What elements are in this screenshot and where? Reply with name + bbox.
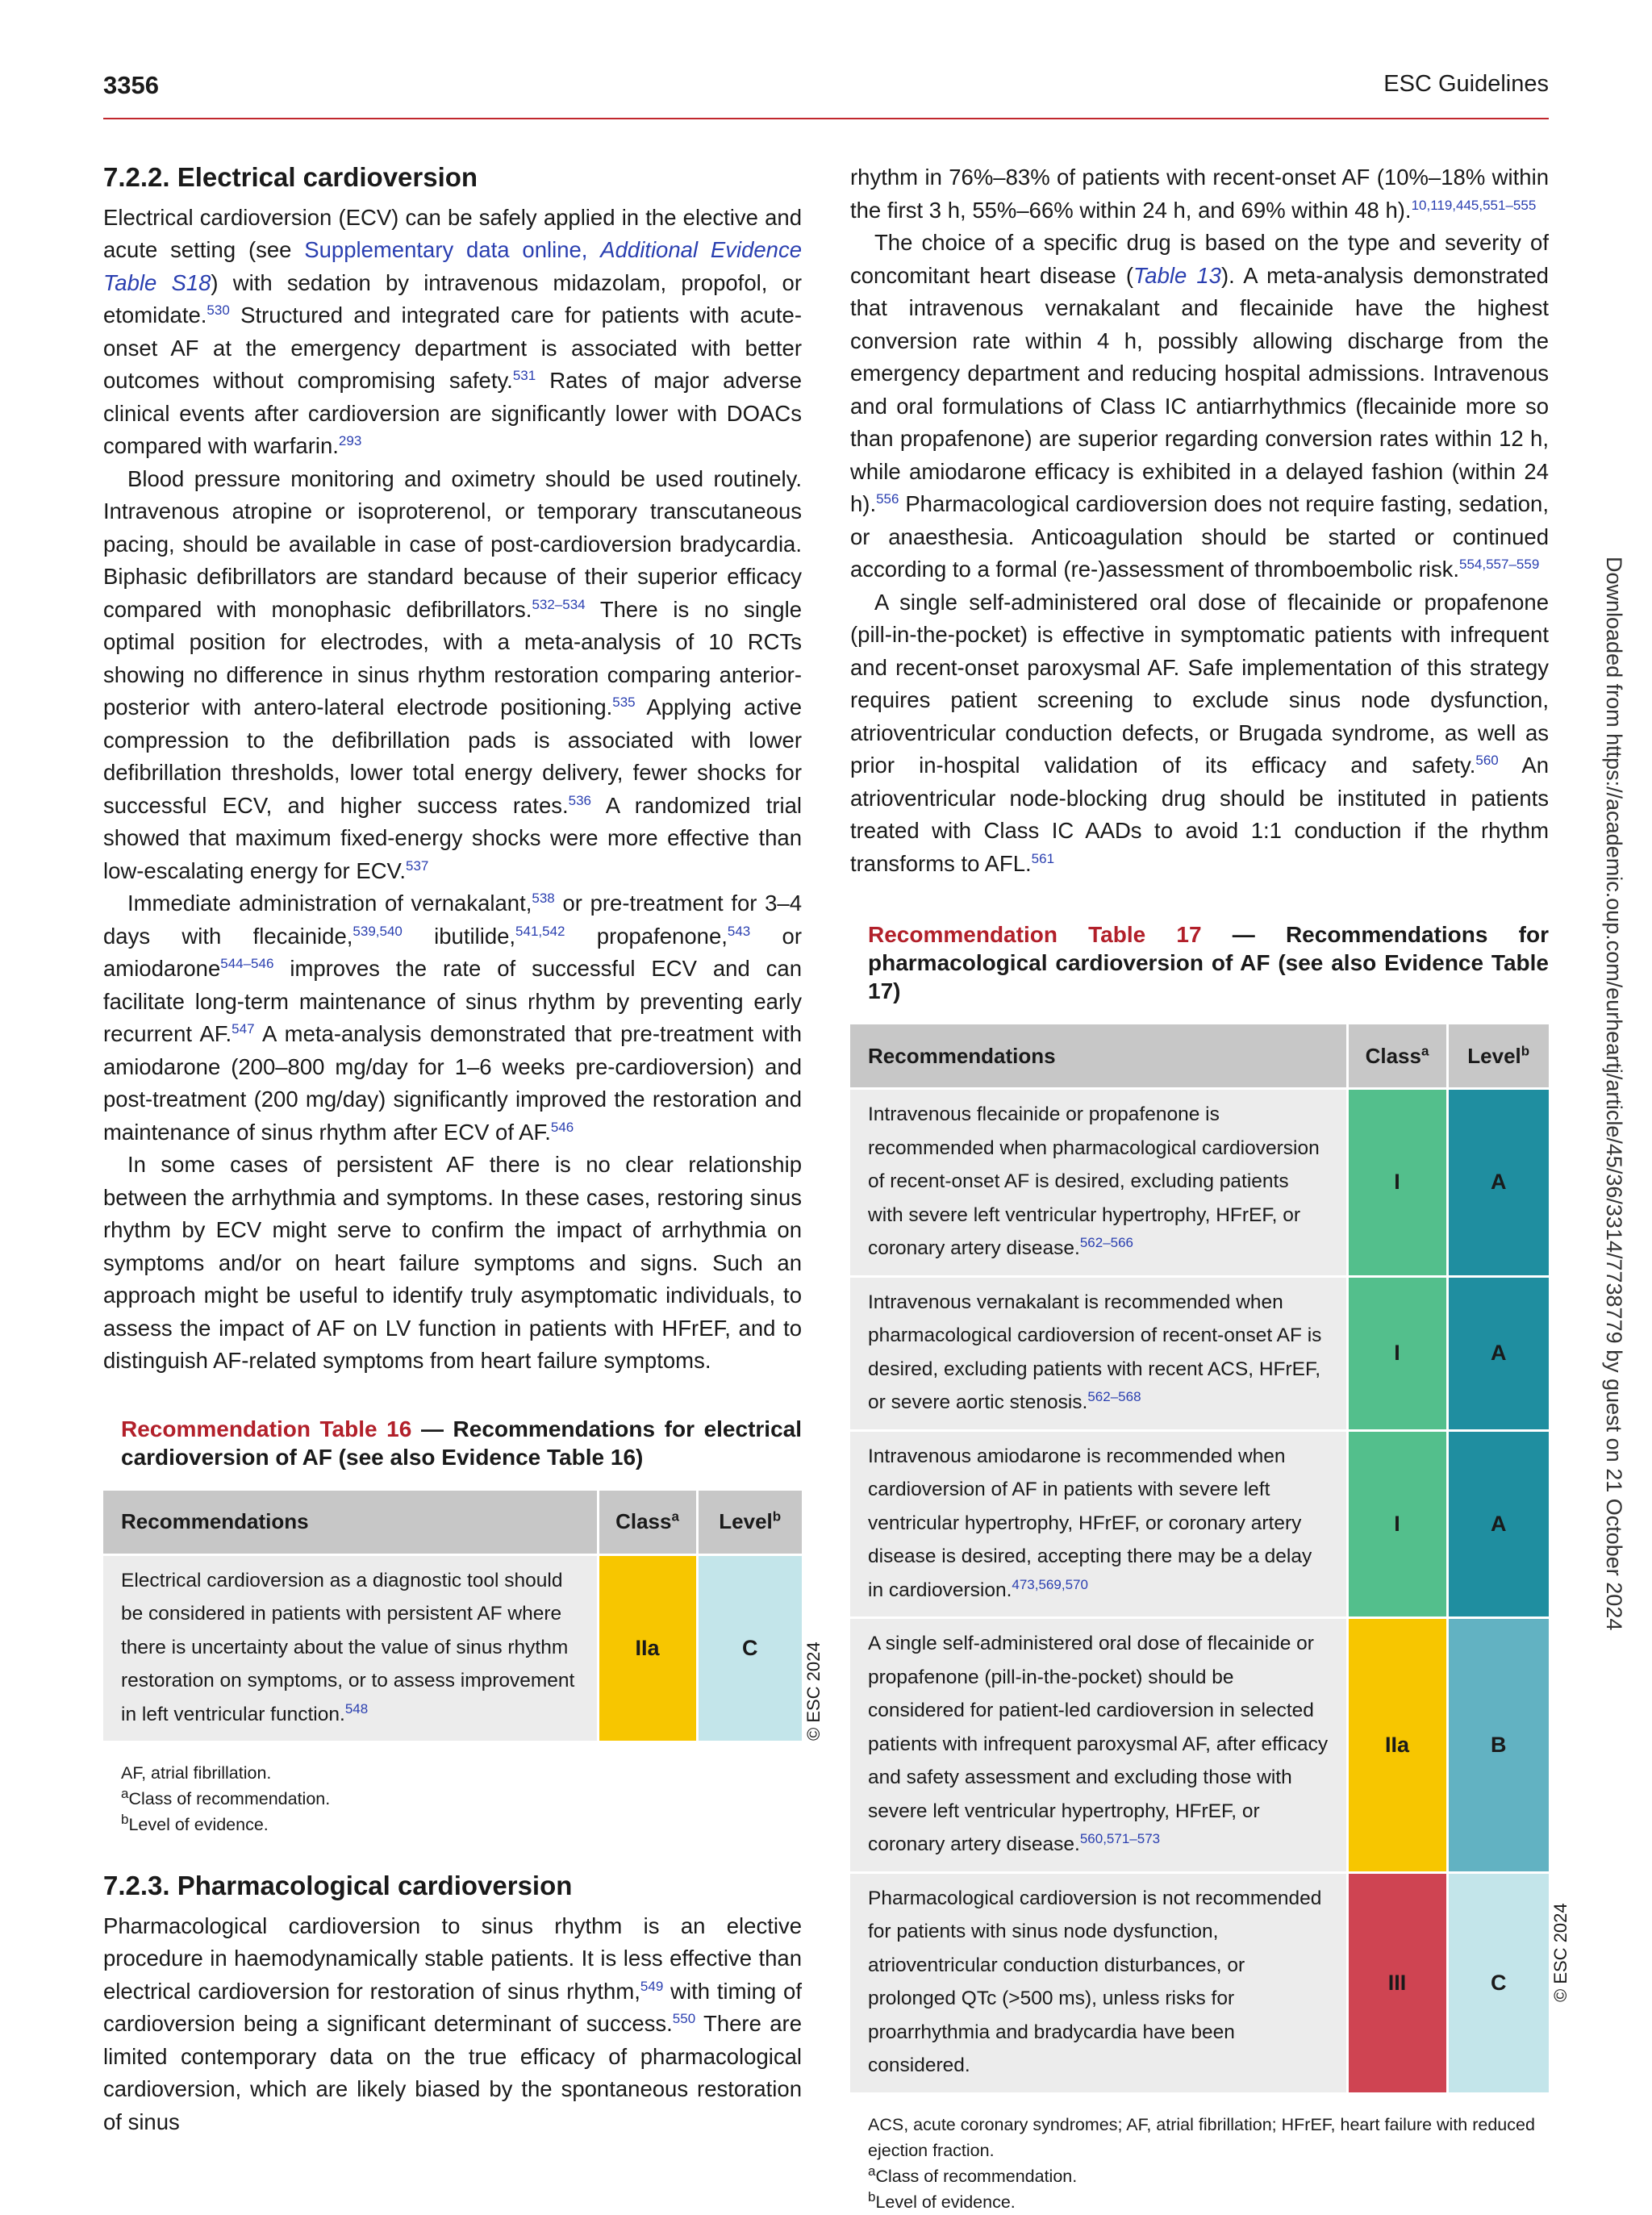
citation[interactable]: 539,540	[353, 923, 403, 939]
recommendation-text: A single self-administered oral dose of flecainide or propafenone (pill-in-the-pocket) should be considered for patient-led cardioversion in selected patients with infrequent paroxysmal AF, after efficacy and safety assessment and excluding those with severe left ventricular hypertrophy, HFrEF, or coronary artery disease.$^{560,571-573}$	[850, 1618, 1347, 1873]
level-badge: A	[1447, 1430, 1549, 1618]
citation[interactable]: 541,542	[515, 923, 565, 939]
table16-footnotes	[103, 1760, 802, 1837]
class-badge: I	[1347, 1276, 1447, 1430]
citation[interactable]: 560	[1475, 752, 1499, 768]
recommendation-table-17	[850, 1024, 1549, 2092]
citation[interactable]: 531	[512, 367, 536, 383]
class-badge: I	[1347, 1089, 1447, 1277]
recommendation-text: Intravenous amiodarone is recommended when cardioversion of AF in patients with severe left ventricular hypertrophy, HFrEF, or coronary artery disease is desired, accepting there may be a delay in cardioversion.$^{473,569,570}$	[850, 1430, 1347, 1618]
col-header-level: Level$^b$	[1447, 1024, 1549, 1089]
recommendation-text: Intravenous vernakalant is recommended when pharmacological cardioversion of recent-onset AF is desired, excluding patients with recent ACS, HFrEF, or severe aortic stenosis.$^{562-568}$	[850, 1276, 1347, 1430]
paragraph-pill-in-pocket: A single self-administered oral dose of flecainide or propafenone (pill-in-the-pocket) is effective in symptomatic patients with infrequent and recent-onset paroxysmal AF. Safe implementation of this strategy requires patient screening to exclude sinus node dysfunction, atrioventricular conduction defects, or Brugada syndrome, as well as prior in-hospital validation of its efficacy and safety.$^{560}$ An atrioventricular node-blocking drug should be instituted in patients treated with Class IC AADs to avoid 1:1 conduction if the rhythm transforms to AFL.$^{561}$	[850, 589, 1549, 876]
citation[interactable]: 10,119,445,551–555	[1411, 197, 1537, 213]
citation[interactable]: 549	[640, 1978, 664, 1994]
level-badge: B	[1447, 1618, 1549, 1873]
recommendation-text: Electrical cardioversion as a diagnostic tool should be considered in patients with persistent AF where there is uncertainty about the value of sinus rhythm restoration on symptoms, or to assess improvement in left ventricular function.$^{548}$	[103, 1554, 598, 1741]
table-row	[850, 1276, 1549, 1430]
citation[interactable]: 536	[568, 792, 592, 808]
citation[interactable]: 538	[532, 890, 555, 906]
col-header-recommendations: Recommendations	[850, 1024, 1347, 1089]
class-badge: I	[1347, 1430, 1447, 1618]
citation[interactable]: 473,569,570	[1012, 1576, 1088, 1592]
right-column	[850, 161, 1571, 2215]
citation[interactable]: 535	[612, 694, 636, 710]
paragraph-persistent-af: In some cases of persistent AF there is no clear relationship between the arrhythmia and symptoms. In these cases, restoring sinus rhythm by ECV might serve to confirm the impact of arrhythmia on symptoms and/or on heart failure symptoms and signs. Such an approach might be useful to identify truly asymptomatic individuals, to assess the impact of AF on LV function in patients with HFrEF, and to distinguish AF-related symptoms from heart failure symptoms.	[103, 1152, 802, 1374]
header-rule	[103, 118, 1549, 119]
level-badge: C	[1447, 1872, 1549, 2092]
class-badge: IIa	[1347, 1618, 1447, 1873]
table17-footnotes	[850, 2112, 1549, 2215]
supplementary-data-link[interactable]: Supplementary data online,	[304, 237, 601, 263]
table-row	[850, 1872, 1549, 2092]
level-badge: C	[697, 1554, 802, 1741]
copyright-notice: © ESC 2024	[1550, 1903, 1571, 2002]
left-column	[103, 161, 824, 2138]
class-badge: III	[1347, 1872, 1447, 2092]
citation[interactable]: 562–568	[1087, 1388, 1141, 1404]
recommendation-text: Pharmacological cardioversion is not recommended for patients with sinus node dysfunction, atrioventricular conduction disturbances, or prolonged QTc (>500 ms), unless risks for proarrhythmia and bradycardia have been considered.	[850, 1872, 1347, 2092]
citation[interactable]: 530	[206, 302, 230, 318]
copyright-notice: © ESC 2024	[803, 1641, 824, 1741]
table17-wrapper	[850, 1024, 1571, 2092]
footnote: $^a$Class of recommendation.	[868, 2163, 1078, 2186]
citation[interactable]: 544–546	[220, 955, 274, 971]
paragraph-pretreatment: Immediate administration of vernakalant,$^{538}$ or pre-treatment for 3–4 days with flecainide,$^{539,540}$ ibutilide,$^{541,542}$ propafenone,$^{543}$ or amiodarone$^{544-546}$ improves the rate of successful ECV and can facilitate long-term maintenance of sinus rhythm by preventing early recurrent AF.$^{547}$ A meta-analysis demonstrated that pre-treatment with amiodarone (200–800 mg/day for 1–6 weeks pre-cardioversion) and post-treatment (200 mg/day) significantly improved the restoration and maintenance of sinus rhythm after ECV of AF.$^{546}$	[103, 890, 802, 1145]
table16-wrapper	[103, 1491, 824, 1742]
citation[interactable]: 532–534	[532, 596, 586, 612]
paragraph-monitoring: Blood pressure monitoring and oximetry should be used routinely. Intravenous atropine or isoproterenol, or temporary transcutaneous pacing, should be available in case of post-cardioversion bradycardia. Biphasic defibrillators are standard because of their superior efficacy compared with monophasic defibrillators.$^{532-534}$ There is no single optimal position for electrodes, with a meta-analysis of 10 RCTs showing no difference in sinus rhythm restoration comparing anterior-posterior with antero-lateral electrode positioning.$^{535}$ Applying active compression to the defibrillation pads is associated with lower defibrillation thresholds, lower total energy delivery, fewer shocks for successful ECV, and higher success rates.$^{536}$ A randomized trial showed that maximum fixed-energy shocks were more effective than low-escalating energy for ECV.$^{537}$	[103, 465, 803, 883]
journal-name: ESC Guidelines	[1383, 71, 1549, 97]
page-number: 3356	[103, 71, 159, 99]
paragraph-pharm-intro: Pharmacological cardioversion to sinus rhythm is an elective procedure in haemodynamically stable patients. It is less effective than electrical cardioversion for restoration of sinus rhythm,$^{549}$ with timing of cardioversion being a significant determinant of success.$^{550}$ There are limited contemporary data on the true efficacy of pharmacological cardioversion, which are likely biased by the spontaneous restoration of sinus	[103, 1913, 802, 2134]
table16-title: Recommendation Table 16 — Recommendations for electrical cardioversion of AF (see also Evidence Table 16)	[121, 1416, 803, 1470]
citation[interactable]: 556	[876, 490, 899, 507]
table17-title: Recommendation Table 17 — Recommendations for pharmacological cardioversion of AF (see also Evidence Table 17)	[868, 922, 1549, 1003]
paragraph-drug-choice: rhythm in 76%–83% of patients with recent-onset AF (10%–18% within the first 3 h, 55%–66% within 24 h, and 69% within 48 h).$^{10,119,445,551-555}$	[850, 165, 1549, 223]
level-badge: A	[1447, 1276, 1549, 1430]
citation[interactable]: 560,571–573	[1079, 1830, 1161, 1846]
section-heading-pharmacological-cardioversion: 7.2.3. Pharmacological cardioversion	[103, 1871, 573, 1901]
footnote: $^b$Level of evidence.	[868, 2188, 1016, 2212]
evidence-table-s18-link[interactable]: Additional Evidence Table S18	[103, 237, 802, 295]
citation[interactable]: 554,557–559	[1459, 556, 1540, 572]
citation[interactable]: 561	[1031, 850, 1055, 866]
citation[interactable]: 548	[344, 1700, 369, 1717]
citation[interactable]: 547	[232, 1020, 255, 1037]
level-badge: A	[1447, 1089, 1549, 1277]
paragraph-drug-choice-main: The choice of a specific drug is based on the type and severity of concomitant heart disease (Table 13). A meta-analysis demonstrated that intravenous vernakalant and flecainide have the highest conversion rate within 4 h, possibly allowing discharge from the emergency department and reducing hospital admissions. Intravenous and oral formulations of Class IC antiarrhythmics (flecainide more so than propafenone) are superior regarding conversion rates within 12 h, while amiodarone efficacy is exhibited in a delayed fashion (within 24 h).$^{556}$ Pharmacological cardioversion does not require fasting, sedation, or anaesthesia. Anticoagulation should be started or continued according to a formal (re-)assessment of thromboembolic risk.$^{554,557-559}$	[850, 230, 1549, 582]
table-row	[103, 1554, 802, 1741]
section-heading-electrical-cardioversion: 7.2.2. Electrical cardioversion	[103, 162, 478, 192]
table-row	[850, 1618, 1549, 1873]
table-row	[850, 1089, 1549, 1277]
download-note: Downloaded from https://academic.oup.com/eurheartj/article/45/36/3314/7738779 by guest on 21 October 2024	[1602, 557, 1626, 1631]
footnote: ACS, acute coronary syndromes; AF, atrial fibrillation; HFrEF, heart failure with reduced ejection fraction.	[868, 2114, 1535, 2160]
citation[interactable]: 546	[550, 1119, 574, 1135]
paragraph-ecv-intro: Electrical cardioversion (ECV) can be safely applied in the elective and acute setting (see Supplementary data online, Additional Evidence Table S18) with sedation by intravenous midazolam, propofol, or etomidate.$^{530}$ Structured and integrated care for patients with acute-onset AF at the emergency department is associated with better outcomes without compromising safety.$^{531}$ Rates of major adverse clinical events after cardioversion are significantly lower with DOACs compared with warfarin.$^{293}$	[103, 204, 802, 459]
citation[interactable]: 543	[727, 923, 751, 939]
citation[interactable]: 537	[406, 857, 429, 874]
citation[interactable]: 550	[672, 2011, 696, 2027]
table-13-link[interactable]: Table 13	[1133, 262, 1221, 288]
footnote: AF, atrial fibrillation.	[121, 1763, 272, 1783]
table-row	[850, 1430, 1549, 1618]
col-header-level: Level$^b$	[697, 1491, 802, 1555]
footnote: $^a$Class of recommendation.	[121, 1785, 331, 1809]
recommendation-text: Intravenous flecainide or propafenone is recommended when pharmacological cardioversion of recent-onset AF is desired, excluding patients with severe left ventricular hypertrophy, HFrEF, or coronary artery disease.$^{562-566}$	[850, 1089, 1347, 1277]
col-header-class: Class$^a$	[598, 1491, 697, 1555]
col-header-class: Class$^a$	[1347, 1024, 1447, 1089]
col-header-recommendations: Recommendations	[103, 1491, 598, 1555]
recommendation-table-16	[103, 1491, 802, 1742]
class-badge: IIa	[598, 1554, 697, 1741]
citation[interactable]: 293	[338, 432, 362, 448]
citation[interactable]: 562–566	[1079, 1234, 1134, 1250]
footnote: $^b$Level of evidence.	[121, 1811, 269, 1835]
